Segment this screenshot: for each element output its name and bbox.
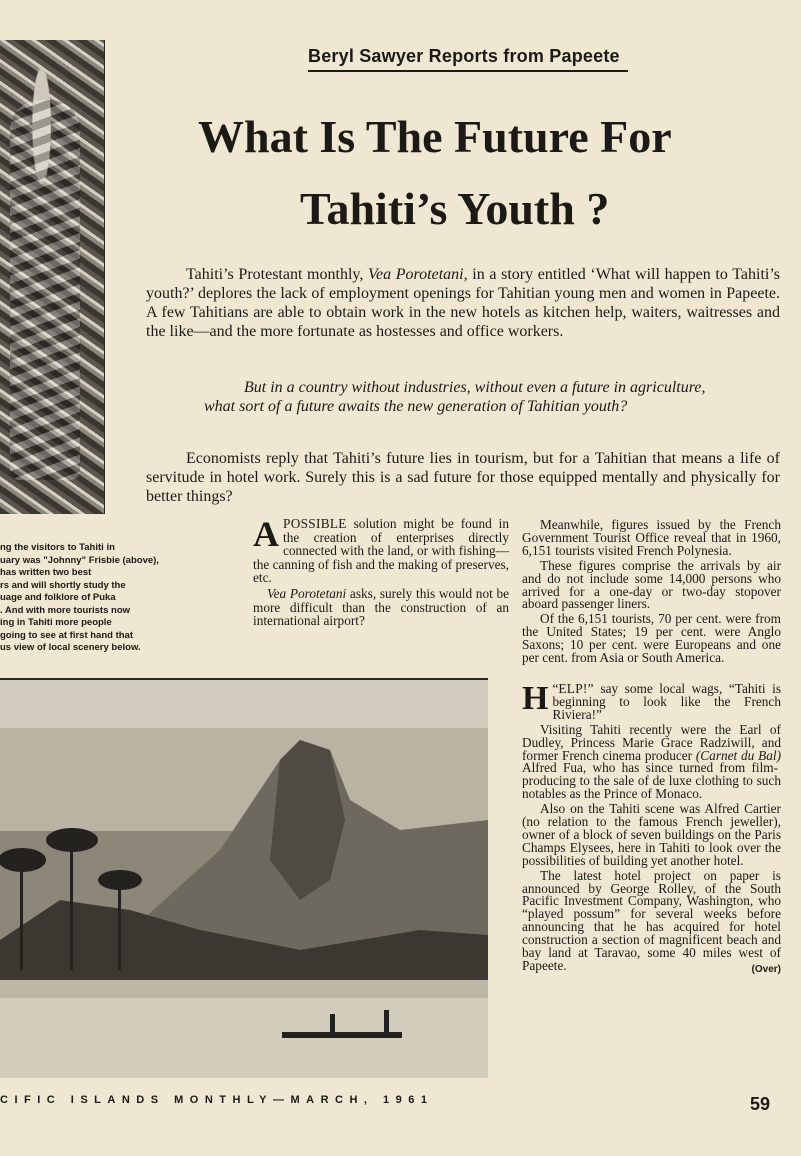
economists-paragraph: Economists reply that Tahiti’s future lies in tourism, but for a Tahitian that means a life of servitude in hotel work. Surely this is a sad future for those equipped mentally and physically for better things? (146, 450, 780, 505)
right-paragraph-5: Visiting Tahiti recently were the Earl of Dudley, Princess Marie Grace Radziwill, and former French cinema producer (Carnet du Bal) Alfred Fua, who has since turned from film-producing to the sale of de luxe clothing to such notables as the Prince of Monaco. (522, 721, 781, 802)
pull-quote: But in a country without industries, without even a future in agriculture, what sort of a future awaits the new generation of Tahitian youth? (204, 379, 706, 415)
drop-cap: A (253, 514, 279, 554)
headline-line-2: Tahiti’s Youth ? (300, 183, 610, 234)
article-kicker: Beryl Sawyer Reports from Papeete (308, 46, 628, 72)
lede-paragraph: Tahiti’s Protestant monthly, Vea Porotetani, in a story entitled ‘What will happen to Tahiti’s youth?’ deplores the lack of employment openings for Tahitian young men and women in Papeete. A few Tahitians are able to obtain work in the new hotels as kitchen help, waiters, waitresses and the like—and the more fortunate as hostesses and office workers. (146, 266, 781, 340)
continued-marker: (Over) (751, 964, 781, 975)
page-footer: CIFIC ISLANDS MONTHLY—MARCH, 1961 (0, 1094, 434, 1106)
page-number: 59 (750, 1094, 771, 1114)
drop-cap: H (522, 679, 549, 717)
right-paragraph-7: The latest hotel project on paper is announced by George Rolley, of the South Pacific Investment Company, Washington, who “played possum” for several weeks before announcing that he has acquired for hotel construction a section of magnificent beach and bay land at Taravao, some 40 miles west of Papeete. (Over) (522, 867, 781, 975)
portrait-photo (0, 40, 105, 514)
landscape-illustration (0, 680, 488, 1078)
right-paragraph-6: Also on the Tahiti scene was Alfred Cartier (no relation to the famous French jeweller), owner of a block of seven buildings on the Paris Champs Elysees, here in Tahiti to look over the possibilities of building yet another hotel. (522, 801, 781, 868)
right-paragraph-3: Of the 6,151 tourists, 70 per cent. were from the United States; 19 per cent. were Anglo Saxons; 10 per cent. were Europeans and one per cent. from Asia or South America. (522, 611, 781, 666)
mid-paragraph-2: Vea Porotetani asks, surely this would not be more difficult than the construction of an international airport? (253, 585, 510, 629)
mid-paragraph-1: APOSSIBLE solution might be found in the creation of enterprises directly connected with the land, or with fishing—the canning of fish and the making of preserves, etc. (253, 514, 509, 586)
landscape-photo (0, 678, 488, 1078)
right-paragraph-2: These figures comprise the arrivals by air and do not include some 14,000 persons who arrived for a one-day or two-day stopover aboard passenger liners. (522, 557, 781, 612)
headline-line-1: What Is The Future For (198, 111, 672, 162)
right-paragraph-4: “ H ELP!” say some local wags, “Tahiti is beginning to look like the French Riviera!” (522, 679, 781, 722)
middle-column (253, 514, 510, 630)
photo-caption: ng the visitors to Tahiti in uary was "Johnny" Frisbie (above), has written two best rs and will shortly study the uage and folklore of Puka . And with more tourists now ing in Tahiti more people going to see at first hand that us view of local scenery below. (0, 542, 159, 653)
publication-name: Vea Porotetani, (368, 266, 468, 283)
right-paragraph-1: Meanwhile, figures issued by the French Government Tourist Office reveal that in 1960, 6,151 tourists visited French Polynesia. (522, 517, 781, 558)
right-column (522, 519, 781, 977)
